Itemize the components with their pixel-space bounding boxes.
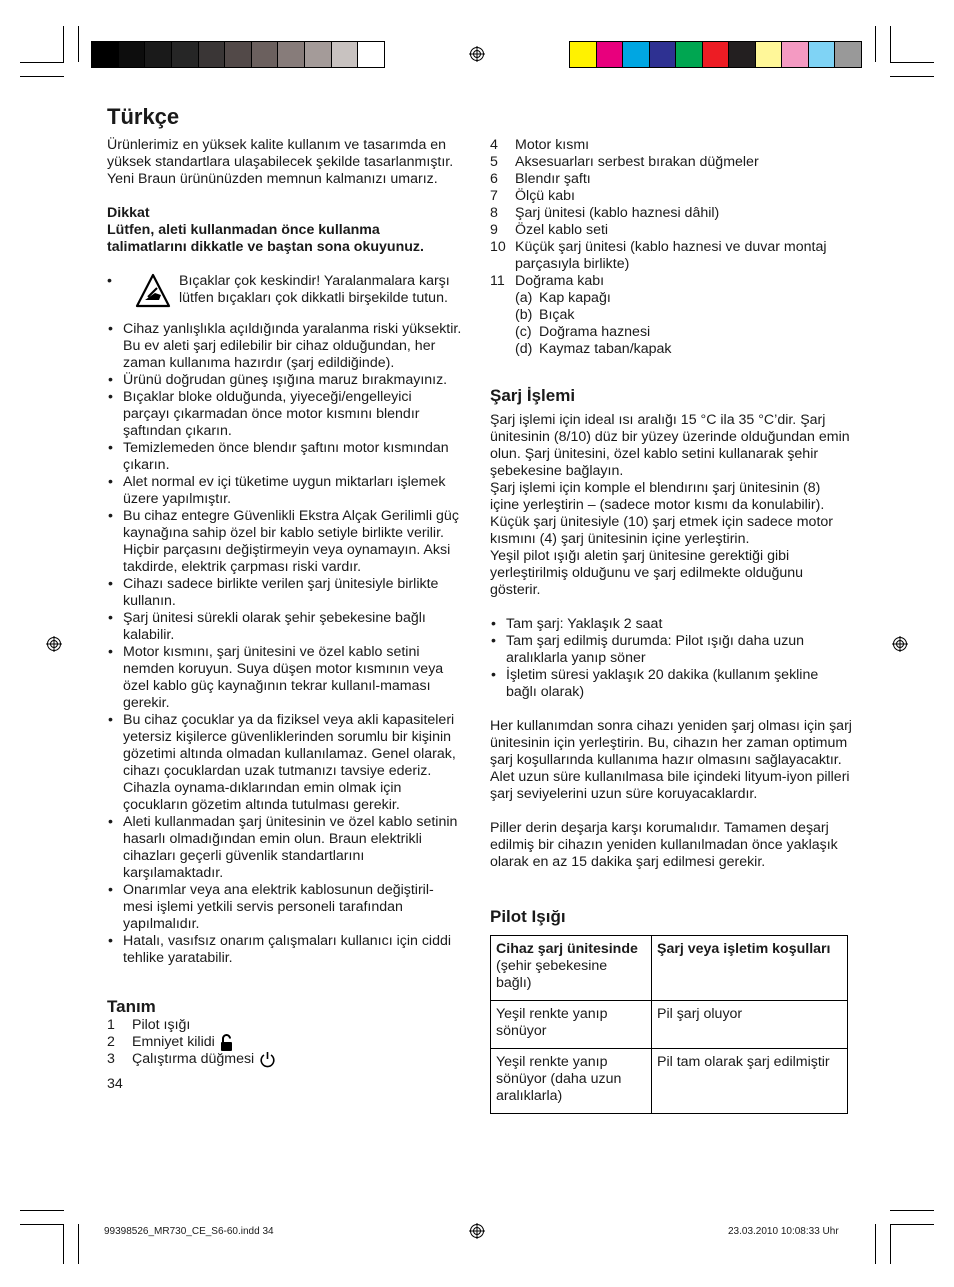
crop-mark (20, 1224, 64, 1225)
left-column (107, 137, 462, 1093)
item-label: Doğrama kabı (515, 273, 605, 289)
list-item (107, 1051, 462, 1068)
item-number: 2 (107, 1034, 115, 1050)
registration-mark-icon (469, 1223, 485, 1239)
gray-swatch (199, 42, 226, 67)
registration-mark-icon (46, 636, 62, 652)
gray-swatch (92, 42, 119, 67)
item-number: 6 (490, 171, 498, 187)
list-item: • Ürünü doğrudan güneş ışığına maruz bırakmayınız. (107, 372, 462, 389)
item-label: Kap kapağı (539, 290, 611, 306)
page-number: 34 (107, 1076, 123, 1092)
page-title: Türkçe (107, 104, 180, 129)
item-label: Bıçak (539, 307, 575, 323)
item-number: 9 (490, 222, 498, 238)
list-item (490, 341, 852, 358)
right-column (490, 137, 852, 1114)
parts-list-right (490, 137, 852, 290)
list-item: • Bıçaklar bloke olduğunda, yiyeceği/engelleyici parçayı çıkarmadan önce motor kısmını blendır şaftından çıkarın. (107, 389, 462, 440)
gray-swatch (225, 42, 252, 67)
footer-date: 23.03.2010 10:08:33 Uhr (728, 1226, 839, 1237)
item-label: Kaymaz taban/kapak (539, 341, 672, 357)
crop-mark (890, 26, 891, 62)
charging-bullets (490, 616, 852, 701)
item-label: Emniyet kilidi (132, 1034, 215, 1050)
list-item: • Onarımlar veya ana elektrik kablosunun değiştiril-mesi işlemi yetkili servis personeli tarafından yapılmalıdır. (107, 882, 462, 933)
item-label: Blendır şaftı (515, 171, 591, 187)
list-item: • Tam şarj: Yaklaşık 2 saat (490, 616, 852, 633)
gray-swatch (278, 42, 305, 67)
list-item: • İşletim süresi yaklaşık 20 dakika (kullanım şekline bağlı olarak) (490, 667, 852, 701)
color-swatch (809, 42, 836, 67)
color-swatch (597, 42, 624, 67)
grayscale-color-bar (91, 41, 385, 68)
crop-mark (890, 62, 934, 63)
charging-para-6: Piller derin deşarja karşı korumalıdır. Tamamen deşarj edilmiş bir cihazın yeniden kullanılmadan önce yaklaşık olarak en az 15 dakika şarj edilmesi gerekir. (490, 820, 838, 870)
item-label: Doğrama haznesi (539, 324, 651, 340)
table-header-cell: Cihaz şarj ünitesinde (şehir şebekesine bağlı) (491, 936, 652, 1001)
crop-mark (890, 1224, 891, 1264)
table-row (491, 1001, 848, 1049)
gray-swatch (252, 42, 279, 67)
item-number: 3 (107, 1051, 115, 1067)
crop-mark (890, 76, 934, 77)
list-item (490, 188, 852, 205)
crop-mark (20, 1210, 64, 1211)
item-number: 11 (490, 273, 505, 289)
item-number: 4 (490, 137, 498, 153)
crop-mark (875, 1224, 876, 1264)
list-item: • Cihaz yanlışlıkla açıldığında yaralanma riski yüksektir. Bu ev aleti şarj edilebilir bir cihaz olduğundan, her zaman kullanıma hazırdır (şarj edildiğinde). (107, 321, 462, 372)
charging-para-4: Yeşil pilot ışığı aletin şarj ünitesine gerektiği gibi yerleştirilmiş olduğunu ve şarj edilmekte olduğunu gösterir. (490, 548, 804, 598)
item-label: Özel kablo seti (515, 222, 609, 238)
list-item (490, 290, 852, 307)
list-item (490, 154, 852, 171)
gray-swatch (145, 42, 172, 67)
list-item: • Aleti kullanmadan şarj ünitesinin ve özel kablo setinin hasarlı olmadığından emin olun. Braun elektrikli cihazları geçerli güvenlik standartlarını karşılamaktadır. (107, 814, 462, 882)
color-swatch (570, 42, 597, 67)
registration-mark-icon (892, 636, 908, 652)
crop-mark (890, 1210, 934, 1211)
table-cell: Yeşil renkte yanıp sönüyor (491, 1001, 652, 1049)
item-number: 10 (490, 239, 506, 255)
color-swatch (676, 42, 703, 67)
item-label: Motor kısmı (515, 137, 590, 153)
gray-swatch (305, 42, 332, 67)
item-number: (c) (515, 324, 532, 340)
item-number: 7 (490, 188, 498, 204)
list-item (490, 273, 852, 290)
crop-mark (20, 62, 64, 63)
crop-mark (890, 1224, 934, 1225)
item-label: Şarj ünitesi (kablo haznesi dâhil) (515, 205, 720, 221)
power-icon (259, 1051, 276, 1068)
list-item (490, 205, 852, 222)
item-number: 5 (490, 154, 498, 170)
list-item (107, 1034, 462, 1051)
unlock-icon (220, 1034, 233, 1051)
color-swatch (703, 42, 730, 67)
color-swatch (729, 42, 756, 67)
blade-warning-text: Bıçaklar çok keskindir! Yaralanmalara karşı lütfen bıçakları çok dikkatli birşekilde tutun. (179, 273, 450, 306)
list-item (490, 324, 852, 341)
crop-mark (875, 26, 876, 62)
charging-para-3: Küçük şarj ünitesiyle (10) şarj etmek için sadece motor kısmını (4) şarj ünitesinin içine yerleştirin. (490, 514, 834, 547)
caution-heading: Dikkat (107, 205, 150, 221)
item-label: Ölçü kabı (515, 188, 575, 204)
list-item (107, 1017, 462, 1034)
item-number: 1 (107, 1017, 115, 1033)
item-label: Pilot ışığı (132, 1017, 191, 1033)
charging-para-2: Şarj işlemi için komple el blendırını şarj ünitesinin (8) içine yerleştirin – (sadece motor kısmı da konulabilir). (490, 480, 825, 513)
list-item: • Hatalı, vasıfsız onarım çalışmaları kullanıcı için ciddi tehlike yaratabilir. (107, 933, 462, 967)
footer-file: 99398526_MR730_CE_S6-60.indd 34 (104, 1226, 274, 1237)
chopper-parts-list (490, 290, 852, 358)
list-item (490, 239, 852, 273)
list-item (490, 222, 852, 239)
pilot-light-heading: Pilot Işığı (490, 907, 566, 926)
list-item: • Bu cihaz entegre Güvenlikli Ekstra Alçak Gerilimli güç kaynağına sahip özel bir kablo setiyle birlikte verilir. Hiçbir parçasını değiştirmeyin veya oynamayın. Aksi takdirde, elektrik çarpması riski vardır. (107, 508, 462, 576)
charging-para-5: Her kullanımdan sonra cihazı yeniden şarj olması için şarj ünitesinin için yerleştirin. Bu, cihazın her zaman optimum şarj koşullarında kullanıma hazır olmasını sağlayacaktır. Alet uzun süre kullanılmasa bile içindeki lityum-iyon pilleri şarj seviyelerini uzun süre koruyacaklardır. (490, 718, 852, 802)
item-number: (a) (515, 290, 533, 306)
table-cell: Pil şarj oluyor (652, 1001, 848, 1049)
sharp-blade-warning-icon (135, 273, 171, 309)
gray-swatch (172, 42, 199, 67)
list-item (490, 307, 852, 324)
gray-swatch (332, 42, 359, 67)
item-label: Çalıştırma düğmesi (132, 1051, 255, 1067)
item-label: Aksesuarları serbest bırakan düğmeler (515, 154, 759, 170)
gray-swatch (119, 42, 146, 67)
table-header-cell: Şarj veya işletim koşulları (652, 936, 848, 1001)
list-item: • Tam şarj edilmiş durumda: Pilot ışığı daha uzun aralıklarla yanıp söner (490, 633, 852, 667)
list-item: • Motor kısmını, şarj ünitesini ve özel kablo setini nemden koruyun. Suya düşen motor kısmının veya özel kablo güç kaynağının tekrar kullanıl-maması gerekir. (107, 644, 462, 712)
item-number: 8 (490, 205, 498, 221)
crop-mark (78, 26, 79, 62)
crop-mark (20, 76, 64, 77)
color-swatch (782, 42, 809, 67)
color-swatch (835, 42, 861, 67)
list-item: • Cihazı sadece birlikte verilen şarj ünitesiyle birlikte kullanın. (107, 576, 462, 610)
gray-swatch (358, 42, 384, 67)
tanim-heading: Tanım (107, 997, 156, 1016)
list-item (490, 137, 852, 154)
blade-warning: • Bıçaklar çok keskindir! Yaralanmalara karşı lütfen bıçakları çok dikkatli birşekilde tutun. (107, 273, 462, 309)
crop-mark (63, 1224, 64, 1264)
charging-heading: Şarj İşlemi (490, 386, 576, 405)
caution-text: Lütfen, aleti kullanmadan önce kullanma talimatlarını dikkatle ve baştan sona okuyunuz. (107, 222, 424, 255)
table-header-row (491, 936, 848, 1001)
color-swatch (650, 42, 677, 67)
color-swatch (756, 42, 783, 67)
color-swatch (623, 42, 650, 67)
parts-list-left (107, 1017, 462, 1068)
item-number: (b) (515, 307, 533, 323)
process-color-bar (569, 41, 862, 68)
charging-para-1: Şarj işlemi için ideal ısı aralığı 15 °C ila 35 °C’dir. Şarj ünitesinin (8/10) düz bir yüzey üzerinde olduğundan emin olun. Şarj ünitesini, özel kablo setini kullanarak şehir şebekesine bağlayın. (490, 412, 850, 479)
list-item: • Şarj ünitesi sürekli olarak şehir şebekesine bağlı kalabilir. (107, 610, 462, 644)
item-label: Küçük şarj ünitesi (kablo haznesi ve duvar montaj parçasıyla birlikte) (515, 239, 827, 272)
pilot-light-table (490, 935, 848, 1114)
list-item: • Bu cihaz çocuklar ya da fiziksel veya akli kapasiteleri yetersiz kişilerce güvenliklerinden sorumlu bir kişinin gözetimi altında olmadan kullanılamaz. Genel olarak, cihazı çocuklardan uzak tutmanızı tavsiye ederiz. Cihazla oynama-dıklarından emin olmak için çocukların gözetim altında tutulması gerekir. (107, 712, 462, 814)
item-number: (d) (515, 341, 533, 357)
table-cell: Yeşil renkte yanıp sönüyor (daha uzun aralıklarla) (491, 1049, 652, 1114)
crop-mark (78, 1224, 79, 1264)
crop-mark (63, 26, 64, 62)
safety-warnings-list (107, 321, 462, 967)
list-item: • Alet normal ev içi tüketime uygun miktarları işlemek üzere yapılmıştır. (107, 474, 462, 508)
registration-mark-icon (469, 46, 485, 62)
intro-paragraph: Ürünlerimiz en yüksek kalite kullanım ve tasarımda en yüksek standartlara ulaşabilecek şekilde tasarlanmıştır. Yeni Braun ürününüzden memnun kalmanızı umarız. (107, 137, 454, 187)
table-row (491, 1049, 848, 1114)
list-item: • Temizlemeden önce blendır şaftını motor kısmından çıkarın. (107, 440, 462, 474)
list-item (490, 171, 852, 188)
table-cell: Pil tam olarak şarj edilmiştir (652, 1049, 848, 1114)
